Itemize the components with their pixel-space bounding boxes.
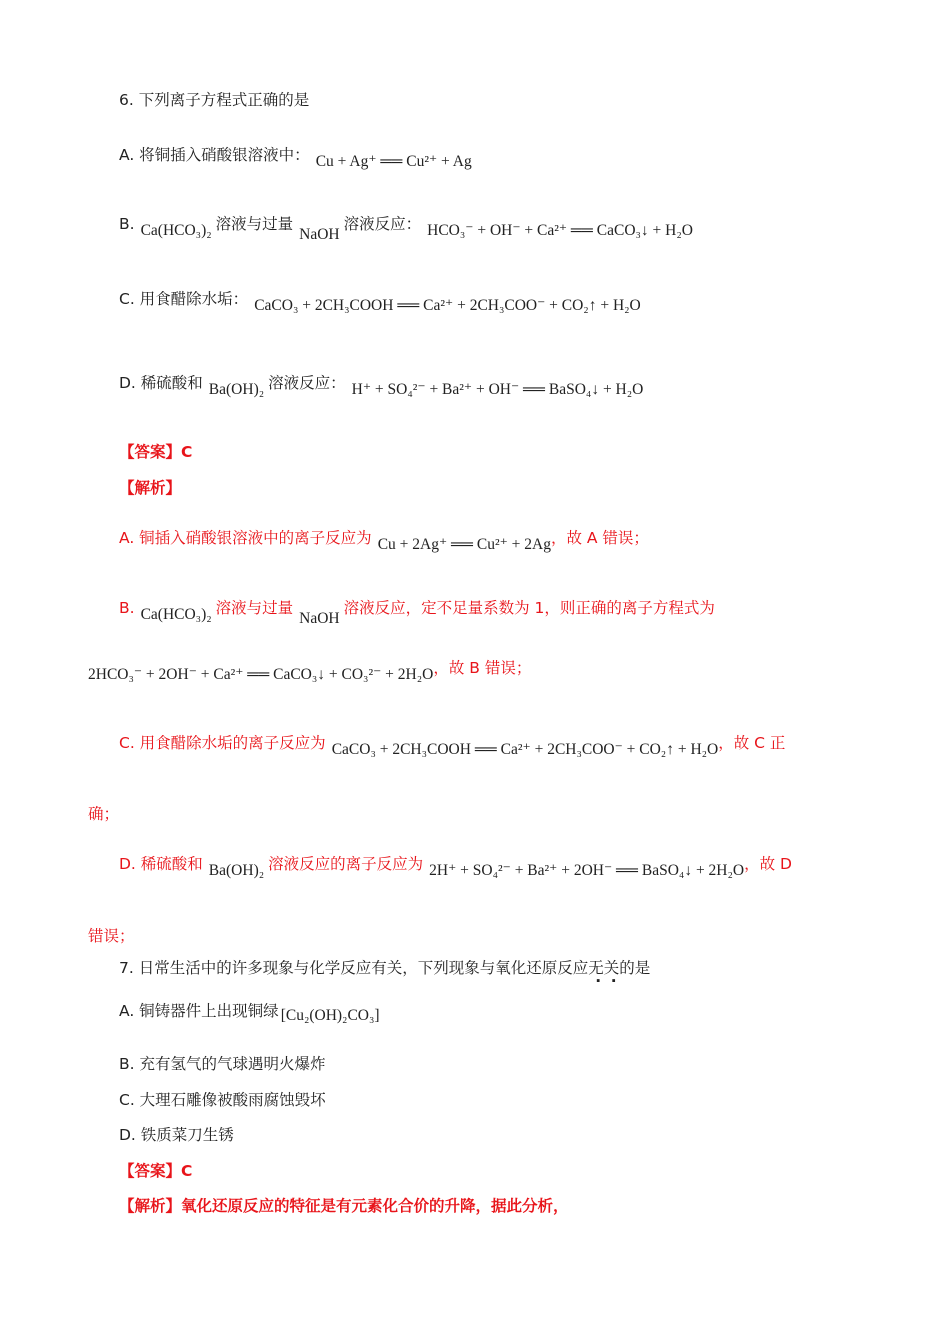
q6-analysis-d-formula: Ba(OH)₂ [208,862,265,879]
q6-analysis-a-equation: Cu + 2Ag⁺ ══ Cu²⁺ + 2Ag [377,536,551,553]
q6-analysis-b-equation-line [88,656,531,687]
q7-analysis-tag: 【解析】 [119,1197,182,1215]
q6-analysis-b-text-3: 溶液反应，定不足量系数为 1，则正确的离子方程式为 [343,599,715,617]
q6-option-b-label: B. [119,215,135,233]
q6-option-d-text: 溶液反应： [268,374,346,392]
q6-analysis-d-end: ，故 D [744,855,792,873]
q6-option-c-label: C. 用食醋除水垢： [119,290,249,308]
q6-option-c [119,287,641,318]
q7-option-d: D. 铁质菜刀生锈 [119,1126,234,1144]
q6-analysis-b-formula-1: Ca(HCO₃)₂ [140,606,212,623]
q6-answer: 【答案】C [119,443,193,461]
q6-option-d-formula: Ba(OH)₂ [208,381,265,398]
q6-option-b-text-1: 溶液与过量 [215,215,294,233]
q6-analysis-b-formula-2: NaOH [299,610,340,627]
q6-analysis-c-text: C. 用食醋除水垢的离子反应为 [119,734,326,752]
q6-option-d [119,371,643,402]
q6-option-b-formula-2: NaOH [299,226,340,243]
q6-option-a-label: A. 将铜插入硝酸银溶液中： [119,146,310,164]
q7-option-b: B. 充有氢气的气球遇明火爆炸 [119,1055,326,1073]
q6-option-b-formula-1: Ca(HCO₃)₂ [140,222,212,239]
q7-analysis [119,1194,569,1218]
q6-analysis-d-text-1: D. 稀硫酸和 [119,855,203,873]
q6-analysis-d-text-2: 溶液反应的离子反应为 [268,855,424,873]
q7-analysis-text: 氧化还原反应的特征是有元素化合价的升降，据此分析， [181,1197,569,1215]
q6-option-b-equation: HCO₃⁻ + OH⁻ + Ca²⁺ ══ CaCO₃↓ + H₂O [427,222,693,239]
q7-stem-post: 的是 [619,959,651,977]
q6-analysis-b-text-2: 溶液与过量 [215,599,294,617]
q6-analysis-b-end: ，故 B 错误； [433,659,532,677]
q7-answer: 【答案】C [119,1162,193,1180]
q7-option-a-formula: [Cu₂(OH)₂CO₃] [280,1007,380,1024]
q6-analysis-d-continued: 错误； [88,927,135,945]
q7-stem-emphasis-1: 无 [588,959,604,977]
q6-option-c-equation: CaCO₃ + 2CH₃COOH ══ Ca²⁺ + 2CH₃COO⁻ + CO₂↑ + H₂O [254,297,641,314]
q6-analysis-a-text: A. 铜插入硝酸银溶液中的离子反应为 [119,529,372,547]
q6-analysis-c-end: ，故 C 正 [718,734,786,752]
q6-analysis-d [119,852,792,883]
q7-option-a [119,999,380,1028]
q6-analysis-c-continued: 确； [88,805,120,823]
q6-analysis-a [119,526,649,557]
q6-analysis-b [119,596,715,631]
q6-analysis-a-end: ，故 A 错误； [550,529,649,547]
q7-option-a-label: A. 铜铸器件上出现铜绿 [119,1002,279,1020]
q6-analysis-c-equation: CaCO₃ + 2CH₃COOH ══ Ca²⁺ + 2CH₃COO⁻ + CO₂↑ + H₂O [331,741,719,758]
q6-option-a [119,143,472,174]
q7-stem-pre: 7. 日常生活中的许多现象与化学反应有关，下列现象与氧化还原反应 [119,959,589,977]
q6-analysis-c [119,731,785,762]
q6-analysis-tag: 【解析】 [119,479,182,497]
q6-option-b [119,212,693,247]
q6-analysis-b-text-1: B. [119,599,135,617]
q7-stem-emphasis-2: 关 [603,959,620,977]
q6-stem: 6. 下列离子方程式正确的是 [119,91,310,109]
q6-option-d-label: D. 稀硫酸和 [119,374,203,392]
q6-option-a-equation: Cu + Ag⁺ ══ Cu²⁺ + Ag [315,153,472,170]
q6-option-d-equation: H⁺ + SO₄²⁻ + Ba²⁺ + OH⁻ ══ BaSO₄↓ + H₂O [351,381,644,398]
q6-analysis-b-equation: 2HCO₃⁻ + 2OH⁻ + Ca²⁺ ══ CaCO₃↓ + CO₃²⁻ + 2H₂O [88,666,434,683]
q6-analysis-d-equation: 2H⁺ + SO₄²⁻ + Ba²⁺ + 2OH⁻ ══ BaSO₄↓ + 2H₂O [429,862,745,879]
q7-stem [119,956,650,980]
q6-option-b-text-2: 溶液反应： [343,215,422,233]
q7-option-c: C. 大理石雕像被酸雨腐蚀毁坏 [119,1091,326,1109]
